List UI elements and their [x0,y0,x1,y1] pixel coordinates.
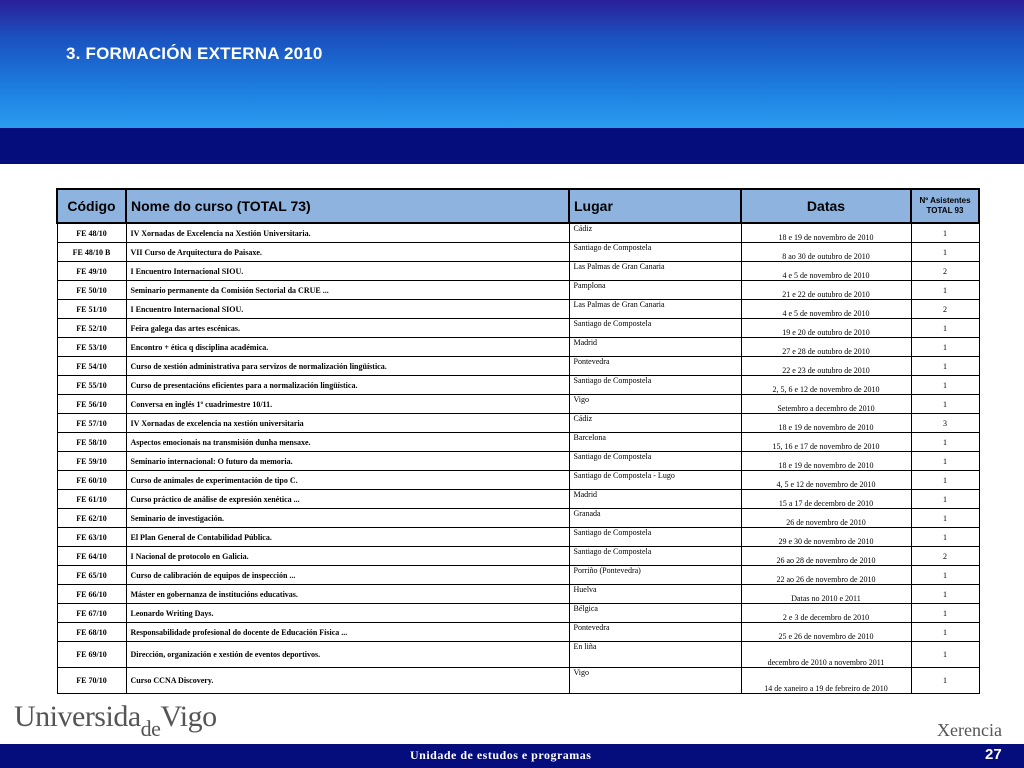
table-row [57,300,979,319]
cell-attendees: 1 [911,528,979,547]
table-row [57,357,979,376]
table-header-row [57,189,979,223]
cell-place: Vigo [569,668,741,694]
table-row [57,642,979,668]
cell-attendees: 1 [911,668,979,694]
table-row [57,433,979,452]
cell-code: FE 54/10 [57,357,126,376]
cell-dates: 4 e 5 de novembro de 2010 [741,300,911,319]
table-row [57,623,979,642]
cell-dates: 27 e 28 de outubro de 2010 [741,338,911,357]
cell-place: Santiago de Compostela [569,243,741,262]
cell-course-name: Encontro + ética q disciplina académica. [126,338,569,357]
cell-attendees: 1 [911,319,979,338]
cell-course-name: Conversa en inglés 1º cuadrimestre 10/11. [126,395,569,414]
header-attendees-line1: Nº Asistentes [919,196,971,205]
cell-place: Barcelona [569,433,741,452]
header-dates: Datas [741,189,911,223]
cell-place: Santiago de Compostela [569,547,741,566]
cell-attendees: 1 [911,433,979,452]
cell-place: Huelva [569,585,741,604]
cell-dates: 4, 5 e 12 de novembro de 2010 [741,471,911,490]
cell-code: FE 56/10 [57,395,126,414]
table-row [57,585,979,604]
cell-place: Santiago de Compostela [569,319,741,338]
cell-code: FE 50/10 [57,281,126,300]
cell-place: Las Palmas de Gran Canaria [569,262,741,281]
cell-dates: 21 e 22 de outubro de 2010 [741,281,911,300]
header-place: Lugar [569,189,741,223]
cell-dates: 18 e 19 de novembro de 2010 [741,414,911,433]
cell-code: FE 49/10 [57,262,126,281]
cell-code: FE 66/10 [57,585,126,604]
cell-course-name: I Encuentro Internacional SIOU. [126,300,569,319]
cell-place: Vigo [569,395,741,414]
cell-course-name: Curso de xestión administrativa para servizos de normalización lingüística. [126,357,569,376]
cell-place: Santiago de Compostela [569,528,741,547]
cell-dates: 22 e 23 de outubro de 2010 [741,357,911,376]
table-row [57,319,979,338]
cell-dates: 8 ao 30 de outubro de 2010 [741,243,911,262]
cell-place: Santiago de Compostela [569,452,741,471]
cell-code: FE 62/10 [57,509,126,528]
cell-course-name: Seminario de investigación. [126,509,569,528]
cell-attendees: 2 [911,262,979,281]
cell-place: Las Palmas de Gran Canaria [569,300,741,319]
cell-course-name: Leonardo Writing Days. [126,604,569,623]
header-band [0,128,1024,164]
cell-dates: 29 e 30 de novembro de 2010 [741,528,911,547]
table-row [57,528,979,547]
header-code: Código [57,189,126,223]
cell-dates: 26 ao 28 de novembro de 2010 [741,547,911,566]
cell-place: Cádiz [569,223,741,243]
cell-course-name: VII Curso de Arquitectura do Paisaxe. [126,243,569,262]
cell-place: Pamplona [569,281,741,300]
cell-attendees: 1 [911,395,979,414]
cell-code: FE 69/10 [57,642,126,668]
cell-attendees: 2 [911,300,979,319]
cell-dates: 19 e 20 de outubro de 2010 [741,319,911,338]
cell-place: Madrid [569,338,741,357]
table-row [57,262,979,281]
cell-course-name: El Plan General de Contabilidad Pública. [126,528,569,547]
cell-code: FE 68/10 [57,623,126,642]
cell-code: FE 64/10 [57,547,126,566]
header-attendees [911,189,979,223]
cell-code: FE 53/10 [57,338,126,357]
cell-attendees: 1 [911,471,979,490]
cell-dates: 4 e 5 de novembro de 2010 [741,262,911,281]
cell-code: FE 48/10 [57,223,126,243]
logo-univ-de: de [140,716,161,741]
cell-dates: Datas no 2010 e 2011 [741,585,911,604]
cell-dates: 2, 5, 6 e 12 de novembro de 2010 [741,376,911,395]
table-row [57,338,979,357]
cell-attendees: 1 [911,585,979,604]
cell-attendees: 1 [911,281,979,300]
cell-attendees: 1 [911,376,979,395]
cell-attendees: 1 [911,604,979,623]
table-row [57,547,979,566]
logo-univ-main: Universida [14,700,141,733]
cell-attendees: 2 [911,547,979,566]
cell-dates: 25 e 26 de novembro de 2010 [741,623,911,642]
cell-code: FE 48/10 B [57,243,126,262]
cell-course-name: Curso de animales de experimentación de tipo C. [126,471,569,490]
cell-code: FE 57/10 [57,414,126,433]
cell-code: FE 70/10 [57,668,126,694]
cell-course-name: I Encuentro Internacional SIOU. [126,262,569,281]
table-row [57,471,979,490]
cell-course-name: Aspectos emocionais na transmisión dunha mensaxe. [126,433,569,452]
cell-course-name: IV Xornadas de Excelencia na Xestión Universitaria. [126,223,569,243]
logo-univ-end: Vigo [160,700,217,733]
cell-course-name: Curso práctico de análise de expresión xenética ... [126,490,569,509]
cell-code: FE 60/10 [57,471,126,490]
cell-course-name: Seminario permanente da Comisión Sectorial da CRUE ... [126,281,569,300]
slide-title: 3. FORMACIÓN EXTERNA 2010 [66,44,323,63]
table-row [57,509,979,528]
page-number: 27 [985,746,1002,763]
table-row [57,452,979,471]
university-logo [14,700,217,741]
cell-code: FE 65/10 [57,566,126,585]
cell-code: FE 59/10 [57,452,126,471]
table-row [57,668,979,694]
table-row [57,604,979,623]
table-row [57,243,979,262]
cell-dates: decembro de 2010 a novembro 2011 [741,642,911,668]
courses-table [56,188,980,694]
cell-attendees: 1 [911,357,979,376]
table-row [57,223,979,243]
cell-code: FE 55/10 [57,376,126,395]
cell-place: Granada [569,509,741,528]
cell-dates: 22 ao 26 de novembro de 2010 [741,566,911,585]
cell-code: FE 63/10 [57,528,126,547]
cell-attendees: 1 [911,223,979,243]
table-row [57,414,979,433]
cell-dates: 26 de novembro de 2010 [741,509,911,528]
cell-code: FE 52/10 [57,319,126,338]
cell-code: FE 58/10 [57,433,126,452]
cell-place: Santiago de Compostela [569,376,741,395]
cell-attendees: 1 [911,338,979,357]
cell-course-name: Máster en gobernanza de institucións educativas. [126,585,569,604]
cell-place: Madrid [569,490,741,509]
cell-dates: 2 e 3 de decembro de 2010 [741,604,911,623]
cell-place: Pontevedra [569,623,741,642]
cell-place: Santiago de Compostela - Lugo [569,471,741,490]
cell-dates: 15 a 17 de decembro de 2010 [741,490,911,509]
cell-dates: 15, 16 e 17 de novembro de 2010 [741,433,911,452]
header-attendees-line2: TOTAL 93 [926,206,964,215]
table-row [57,395,979,414]
cell-dates: 18 e 19 de novembro de 2010 [741,223,911,243]
header-name: Nome do curso (TOTAL 73) [126,189,569,223]
cell-dates: Setembro a decembro de 2010 [741,395,911,414]
cell-attendees: 1 [911,566,979,585]
cell-attendees: 1 [911,642,979,668]
xerencia-logo: Xerencia [937,720,1002,740]
cell-course-name: I Nacional de protocolo en Galicia. [126,547,569,566]
cell-course-name: Curso de calibración de equipos de inspección ... [126,566,569,585]
cell-attendees: 1 [911,490,979,509]
cell-dates: 14 de xaneiro a 19 de febreiro de 2010 [741,668,911,694]
cell-course-name: IV Xornadas de excelencia na xestión universitaria [126,414,569,433]
footer-unit-text: Unidade de estudos e programas [410,748,592,762]
cell-attendees: 3 [911,414,979,433]
cell-attendees: 1 [911,623,979,642]
table-row [57,566,979,585]
cell-place: Cádiz [569,414,741,433]
cell-place: Bélgica [569,604,741,623]
cell-course-name: Responsabilidade profesional do docente de Educación Física ... [126,623,569,642]
cell-place: Pontevedra [569,357,741,376]
cell-attendees: 1 [911,509,979,528]
cell-code: FE 61/10 [57,490,126,509]
cell-course-name: Dirección, organización e xestión de eventos deportivos. [126,642,569,668]
cell-code: FE 67/10 [57,604,126,623]
cell-course-name: Curso de presentacións eficientes para a normalización lingüística. [126,376,569,395]
cell-attendees: 1 [911,452,979,471]
cell-attendees: 1 [911,243,979,262]
cell-code: FE 51/10 [57,300,126,319]
cell-place: Porriño (Pontevedra) [569,566,741,585]
cell-course-name: Curso CCNA Discovery. [126,668,569,694]
table-row [57,281,979,300]
table-row [57,490,979,509]
header-gradient [0,0,1024,128]
cell-course-name: Seminario internacional: O futuro da memoria. [126,452,569,471]
cell-dates: 18 e 19 de novembro de 2010 [741,452,911,471]
cell-course-name: Feira galega das artes escénicas. [126,319,569,338]
cell-place: En liña [569,642,741,668]
table-row [57,376,979,395]
